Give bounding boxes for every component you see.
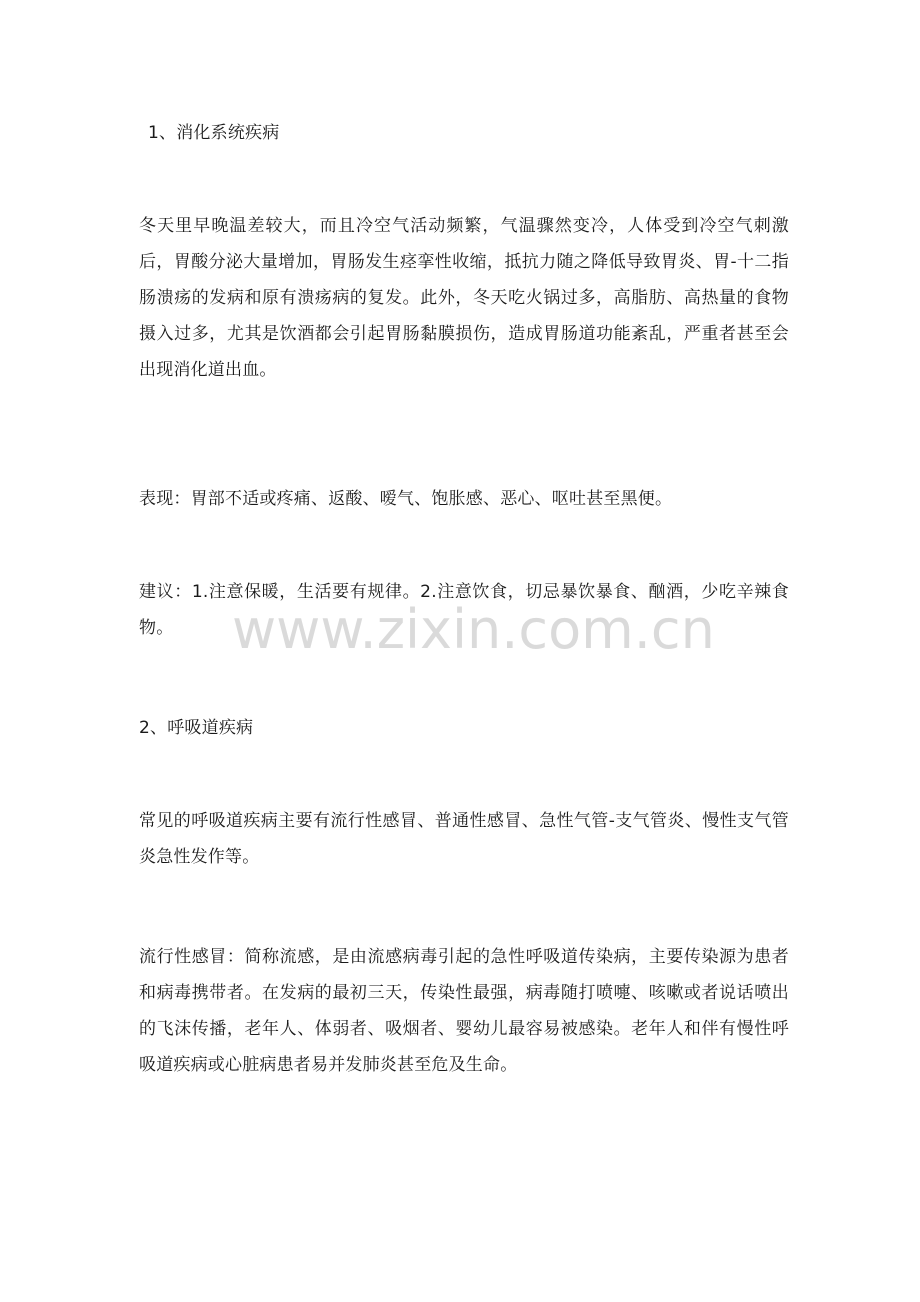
- paragraph-digestive-advice: 建议：1.注意保暖，生活要有规律。2.注意饮食，切忌暴饮暴食、酗酒，少吃辛辣食物。: [139, 582, 789, 638]
- paragraph-digestive-symptoms: 表现：胃部不适或疼痛、返酸、嗳气、饱胀感、恶心、呕吐甚至黑便。: [139, 489, 673, 509]
- section-heading-digestive: 1、消化系统疾病: [148, 123, 280, 143]
- paragraph-digestive-intro: 冬天里早晚温差较大，而且冷空气活动频繁，气温骤然变冷，人体受到冷空气刺激后，胃酸分泌大量增加，胃肠发生痉挛性收缩，抵抗力随之降低导致胃炎、胃-十二指肠溃疡的发病和原有溃疡病的复发。此外，冬天吃火锅过多，高脂肪、高热量的食物摄入过多，尤其是饮酒都会引起胃肠黏膜损伤，造成胃肠道功能紊乱，严重者甚至会出现消化道出血。: [139, 216, 789, 380]
- section-heading-respiratory: 2、呼吸道疾病: [139, 718, 254, 738]
- paragraph-influenza: 流行性感冒：简称流感，是由流感病毒引起的急性呼吸道传染病，主要传染源为患者和病毒携带者。在发病的最初三天，传染性最强，病毒随打喷嚏、咳嗽或者说话喷出的飞沫传播，老年人、体弱者、吸烟者、婴幼儿最容易被感染。老年人和伴有慢性呼吸道疾病或心脏病患者易并发肺炎甚至危及生命。: [139, 947, 789, 1075]
- site-watermark: www.zixin.com.cn: [232, 598, 715, 661]
- paragraph-respiratory-intro: 常见的呼吸道疾病主要有流行性感冒、普通性感冒、急性气管-支气管炎、慢性支气管炎急性发作等。: [139, 811, 789, 867]
